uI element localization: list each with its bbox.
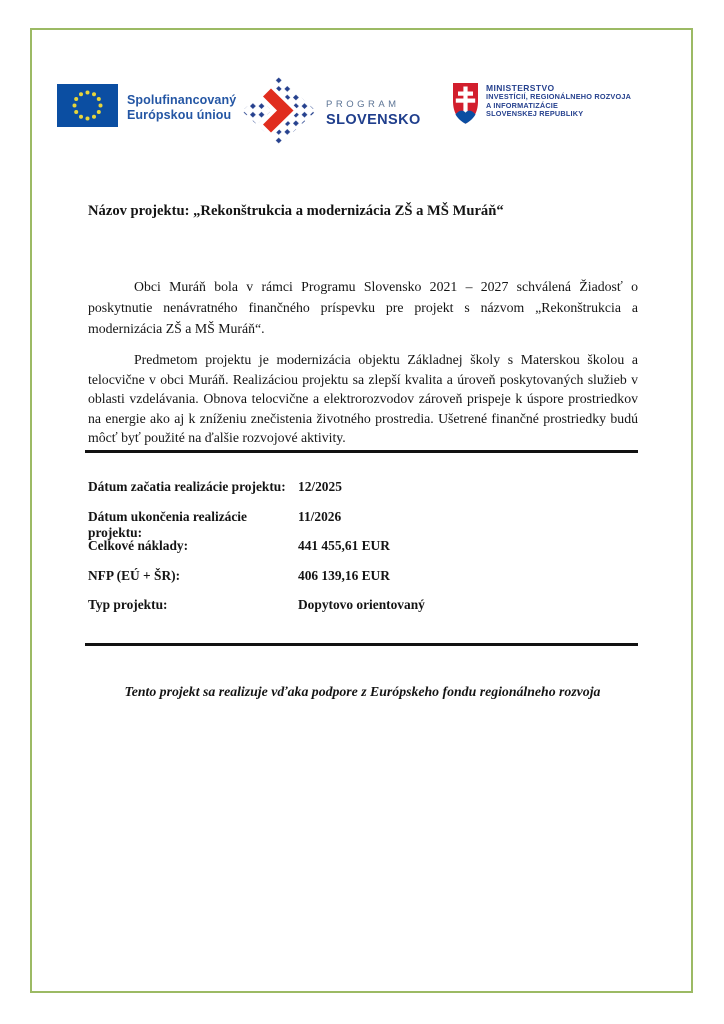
paragraph-description: Predmetom projektu je modernizácia objektu Základnej školy s Materskou školou a telocvične v obci Muráň. Realizáciou projektu sa zlepší kvalita a úroveň poskytovaných služieb v oblasti vzdelávania. Obnova telocvične a elektrorozvodov zároveň prispeje k úspore prostriedkov na energie ako aj k zníženiu znečistenia životného prostredia. Ušetrené finančné prostriedky budú môcť byť použité na ďalšie rozvojové aktivity. [88, 352, 638, 446]
ministry-title: MINISTERSTVO [486, 83, 555, 93]
table-row [88, 509, 641, 539]
project-details-table [88, 479, 641, 627]
program-slovensko-logo [240, 76, 421, 151]
table-row [88, 568, 641, 598]
detail-value-project-type: Dopytovo orientovaný [298, 597, 425, 613]
detail-label-end-date: Dátum ukončenia realizácie projektu: [88, 508, 247, 540]
paragraph-approval: Obci Muráň bola v rámci Programu Slovensko 2021 – 2027 schválená Žiadosť o poskytnutie nenávratného finančného príspevku pre projekt s názvom „Rekonštrukcia a modernizácia ZŠ a MŠ Muráň“. [88, 279, 638, 336]
eu-logo-text [127, 93, 236, 124]
slovak-coat-of-arms-icon [452, 82, 479, 130]
detail-label-nfp: NFP (EÚ + ŠR): [88, 567, 181, 583]
table-row [88, 538, 641, 568]
program-slovensko-mark-icon [240, 76, 318, 151]
divider-top [85, 450, 638, 453]
ministry-logo [452, 82, 631, 130]
table-row [88, 479, 641, 509]
project-title: Názov projektu: „Rekonštrukcia a modernizácia ZŠ a MŠ Muráň“ [88, 203, 504, 219]
eu-flag-icon [57, 84, 118, 132]
slovensko-label: SLOVENSKO [326, 112, 421, 128]
program-slovensko-text [326, 99, 421, 128]
divider-bottom [85, 643, 638, 646]
detail-value-total-cost: 441 455,61 EUR [298, 538, 390, 554]
table-row [88, 597, 641, 627]
ministry-line2: INVESTÍCIÍ, REGIONÁLNEHO ROZVOJA [486, 92, 632, 101]
ministry-text [486, 82, 631, 119]
detail-label-start-date: Dátum začatia realizácie projektu: [88, 479, 286, 494]
detail-value-nfp: 406 139,16 EUR [298, 567, 390, 583]
eu-logo-line2: Európskou úniou [127, 108, 232, 122]
detail-label-total-cost: Celkové náklady: [88, 538, 189, 554]
detail-label-project-type: Typ projektu: [88, 597, 168, 613]
funding-statement: Tento projekt sa realizuje vďaka podpore z Európskeho fondu regionálneho rozvoja [124, 684, 601, 699]
ministry-line3: A INFORMATIZÁCIE [486, 100, 559, 110]
detail-value-end-date: 11/2026 [298, 508, 342, 524]
detail-value-start-date: 12/2025 [298, 479, 342, 494]
ministry-line4: SLOVENSKEJ REPUBLIKY [486, 109, 584, 119]
program-label: PROGRAM [326, 99, 400, 110]
eu-cofunded-logo [57, 84, 236, 132]
eu-logo-line1: Spolufinancovaný [127, 92, 237, 107]
